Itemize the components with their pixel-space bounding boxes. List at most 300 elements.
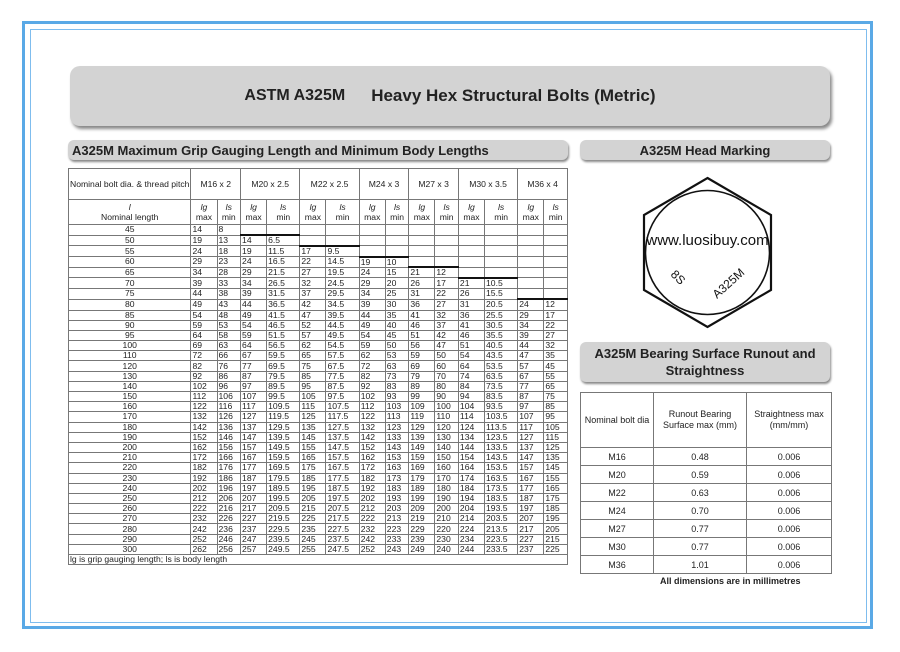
table-cell: 67.5 (326, 361, 359, 371)
table-row (69, 361, 568, 371)
table-cell: 39 (359, 299, 385, 310)
table-cell: 123.5 (485, 432, 518, 442)
table-row (69, 534, 568, 544)
table-cell: 203.5 (485, 514, 518, 524)
nominal-length-header (69, 200, 191, 225)
table-cell: 12 (544, 299, 568, 310)
ls-symbol: ls (339, 202, 346, 212)
table-cell: 27 (544, 330, 568, 340)
table-cell: 14 (241, 235, 267, 246)
ls-limit-label: min (494, 212, 509, 222)
table-cell: 146 (217, 432, 241, 442)
table-cell: 144 (458, 442, 484, 452)
watermark-text: www.luosibuy.com (646, 232, 769, 249)
table-cell: 159 (409, 453, 435, 463)
table-cell: 202 (191, 483, 217, 493)
lg-subheader (241, 200, 267, 225)
nominal-length-label: Nominal length (101, 212, 159, 222)
table-cell: 51.5 (267, 330, 300, 340)
table-cell: 54 (359, 330, 385, 340)
table-cell (544, 278, 568, 289)
table-cell: 12 (435, 267, 459, 278)
table-cell: 59.5 (267, 351, 300, 361)
table-cell (458, 246, 484, 257)
table-cell: 165 (300, 453, 326, 463)
table-cell: 14.5 (326, 257, 359, 268)
table-cell: 79.5 (267, 371, 300, 381)
table-cell: 200 (435, 504, 459, 514)
table-cell (409, 235, 435, 246)
table-cell: 0.006 (747, 484, 832, 502)
table-row (69, 524, 568, 534)
table-cell: 41 (409, 310, 435, 320)
table-cell: 22 (544, 320, 568, 330)
table-cell: 52 (300, 320, 326, 330)
table-cell: 229.5 (267, 524, 300, 534)
table-cell: 193.5 (485, 504, 518, 514)
table-cell: 86 (217, 371, 241, 381)
table-cell: 20.5 (485, 299, 518, 310)
table-cell: 233.5 (485, 544, 518, 554)
table-row (69, 473, 568, 483)
table-cell: 19 (241, 246, 267, 257)
table-cell: 17 (435, 278, 459, 289)
nominal-length-cell: 100 (69, 341, 191, 351)
table-cell: 51 (409, 330, 435, 340)
table-cell (485, 246, 518, 257)
table-cell: 163.5 (485, 473, 518, 483)
table-cell: 222 (191, 504, 217, 514)
nominal-length-cell: 240 (69, 483, 191, 493)
ls-subheader (435, 200, 459, 225)
table-cell (544, 235, 568, 246)
ls-subheader (217, 200, 241, 225)
lg-limit-label: max (245, 212, 262, 222)
table-cell: 232 (359, 524, 385, 534)
runout-col-straightness: Straightness max (mm/mm) (747, 393, 832, 448)
ls-limit-label: min (276, 212, 291, 222)
table-cell: 230 (435, 534, 459, 544)
lg-limit-label: max (304, 212, 322, 222)
table-cell: 35.5 (485, 330, 518, 340)
table-row (69, 320, 568, 330)
table-row (581, 484, 832, 502)
table-cell: 239 (409, 534, 435, 544)
lg-limit-label: max (364, 212, 381, 222)
table-cell: 29 (359, 278, 385, 289)
table-cell: 153.5 (485, 463, 518, 473)
table-cell: 64 (241, 341, 267, 351)
table-cell: 63 (217, 341, 241, 351)
table-cell: 139 (409, 432, 435, 442)
table-cell: 145 (544, 463, 568, 473)
lg-symbol: lg (418, 202, 426, 212)
table-cell: 102 (191, 381, 217, 391)
table-row (69, 392, 568, 402)
table-cell: 6.5 (267, 235, 300, 246)
table-cell: 92 (359, 381, 385, 391)
table-cell: 49 (359, 320, 385, 330)
table-cell: 247 (241, 534, 267, 544)
table-cell: 0.70 (654, 502, 747, 520)
table-cell: 69.5 (267, 361, 300, 371)
table-cell: 179 (409, 473, 435, 483)
table-cell: 227 (241, 514, 267, 524)
table-cell: 244 (458, 544, 484, 554)
ls-symbol: ls (225, 202, 232, 212)
table-cell: 113 (385, 412, 409, 422)
table-cell: 237.5 (326, 534, 359, 544)
table-cell: 43 (217, 299, 241, 310)
nominal-length-cell: 280 (69, 524, 191, 534)
table-cell: 182 (359, 473, 385, 483)
table-cell: 29 (241, 267, 267, 278)
table-cell: 34 (241, 278, 267, 289)
table-cell: 180 (435, 483, 459, 493)
table-cell: 196 (217, 483, 241, 493)
table-cell: 77 (241, 361, 267, 371)
bolt-head-hexagon-icon (640, 175, 775, 330)
table-cell (326, 235, 359, 246)
table-row (69, 412, 568, 422)
nominal-length-cell: 150 (69, 392, 191, 402)
table-cell: 190 (435, 493, 459, 503)
table-cell: 0.59 (654, 466, 747, 484)
table-cell: 117 (241, 402, 267, 412)
table-cell: 173 (385, 473, 409, 483)
table-cell: 133.5 (485, 442, 518, 452)
table-cell: 199 (409, 493, 435, 503)
table-cell: 83 (385, 381, 409, 391)
table-cell (518, 267, 544, 278)
table-row (69, 246, 568, 257)
table-cell: 13 (217, 235, 241, 246)
table-cell: 162 (191, 442, 217, 452)
table-cell: 132 (191, 412, 217, 422)
table-cell: 187 (241, 473, 267, 483)
table-cell: 0.006 (747, 556, 832, 574)
table-cell: 8 (217, 225, 241, 236)
table-cell: 53.5 (485, 361, 518, 371)
title-standard: ASTM A325M (244, 87, 346, 104)
table-cell: 40 (385, 320, 409, 330)
table-cell: 60 (435, 361, 459, 371)
lg-subheader (300, 200, 326, 225)
size-header: M30 x 3.5 (458, 169, 517, 200)
ls-symbol: ls (443, 202, 450, 212)
table-cell: 77 (518, 381, 544, 391)
runout-col-dia: Nominal bolt dia (581, 393, 654, 448)
table-cell: 39.5 (326, 310, 359, 320)
table-cell (241, 225, 267, 236)
table-cell (485, 235, 518, 246)
nominal-length-cell: 270 (69, 514, 191, 524)
table-cell: 99 (409, 392, 435, 402)
table-cell: 207.5 (326, 504, 359, 514)
table-cell: 99.5 (267, 392, 300, 402)
table-cell: 213.5 (485, 524, 518, 534)
table-cell: 89.5 (267, 381, 300, 391)
table-cell: 179.5 (267, 473, 300, 483)
table-row (581, 556, 832, 574)
table-cell: 130 (435, 432, 459, 442)
table-cell: 30.5 (485, 320, 518, 330)
table-row (69, 544, 568, 554)
table-row (69, 341, 568, 351)
table-cell: 46 (458, 330, 484, 340)
table-cell: 177 (241, 463, 267, 473)
table-cell: 46 (409, 320, 435, 330)
nominal-length-cell: 110 (69, 351, 191, 361)
table-cell: 172 (359, 463, 385, 473)
table-cell: 195 (544, 514, 568, 524)
table-cell: 42 (435, 330, 459, 340)
table-cell: 97.5 (326, 392, 359, 402)
table-cell: 167 (241, 453, 267, 463)
size-header: M27 x 3 (409, 169, 459, 200)
table-cell (267, 225, 300, 236)
table-cell: 46.5 (267, 320, 300, 330)
table-cell: 103 (385, 402, 409, 412)
table-cell: 124 (458, 422, 484, 432)
table-cell: 20 (385, 278, 409, 289)
table-cell: 187.5 (326, 483, 359, 493)
table-cell: 103.5 (485, 412, 518, 422)
table-cell: M20 (581, 466, 654, 484)
table-cell: 80 (435, 381, 459, 391)
table-cell: 82 (191, 361, 217, 371)
table-cell: 85 (544, 402, 568, 412)
table-row (581, 520, 832, 538)
table-cell (544, 289, 568, 300)
table-cell: 252 (359, 544, 385, 554)
ls-limit-label: min (439, 212, 454, 222)
table-row (69, 330, 568, 340)
table-row (69, 235, 568, 246)
table-cell: 127.5 (326, 422, 359, 432)
table-cell: 189 (409, 483, 435, 493)
ls-symbol: ls (280, 202, 287, 212)
nominal-length-cell: 90 (69, 320, 191, 330)
table-cell: 226 (217, 514, 241, 524)
size-header: M22 x 2.5 (300, 169, 359, 200)
table-cell: 30 (385, 299, 409, 310)
table-cell: 31 (458, 299, 484, 310)
table-cell: 219 (409, 514, 435, 524)
table-cell (435, 225, 459, 236)
table-cell: 242 (359, 534, 385, 544)
ls-symbol: ls (498, 202, 505, 212)
table-cell: 187 (518, 493, 544, 503)
table-cell: 222 (359, 514, 385, 524)
lg-subheader (458, 200, 484, 225)
table-cell: 109 (409, 402, 435, 412)
table-cell: 24.5 (326, 278, 359, 289)
table-cell: 194 (458, 493, 484, 503)
table-cell: 225 (544, 544, 568, 554)
nominal-length-cell: 220 (69, 463, 191, 473)
table-cell: 117 (518, 422, 544, 432)
table-cell: 83.5 (485, 392, 518, 402)
table-cell: 217 (241, 504, 267, 514)
table-cell: 149 (409, 442, 435, 452)
table-row (69, 299, 568, 310)
table-cell: 212 (359, 504, 385, 514)
table-row (69, 351, 568, 361)
nominal-length-cell: 160 (69, 402, 191, 412)
table-cell: 24 (191, 246, 217, 257)
table-cell: 107.5 (326, 402, 359, 412)
grip-length-table (68, 168, 568, 565)
table-cell: 205 (300, 493, 326, 503)
table-cell: 37 (435, 320, 459, 330)
table-cell: 74 (458, 371, 484, 381)
table-cell: 247.5 (326, 544, 359, 554)
table-cell: 36.5 (267, 299, 300, 310)
table-cell: 256 (217, 544, 241, 554)
table-row (69, 310, 568, 320)
table-cell: 44 (241, 299, 267, 310)
table-cell: 47 (300, 310, 326, 320)
table-cell: 154 (458, 453, 484, 463)
table-cell: 136 (217, 422, 241, 432)
nominal-length-cell: 75 (69, 289, 191, 300)
table-cell: 55 (544, 371, 568, 381)
table-row (581, 466, 832, 484)
table-cell: 97 (241, 381, 267, 391)
page-title (70, 66, 830, 126)
nominal-length-cell: 250 (69, 493, 191, 503)
table-row (69, 442, 568, 452)
table-cell: 19.5 (326, 267, 359, 278)
table-cell: 0.006 (747, 538, 832, 556)
footnote: lg is grip gauging length; ls is body length (69, 555, 568, 565)
table-cell: M30 (581, 538, 654, 556)
table-cell: 225 (300, 514, 326, 524)
lg-limit-label: max (463, 212, 480, 222)
nominal-length-cell: 50 (69, 235, 191, 246)
table-cell: 122 (191, 402, 217, 412)
table-cell: M27 (581, 520, 654, 538)
table-row (69, 225, 568, 236)
table-cell: 41 (458, 320, 484, 330)
table-cell (359, 225, 385, 236)
table-cell: 125 (544, 442, 568, 452)
nominal-length-cell: 70 (69, 278, 191, 289)
lg-symbol: lg (468, 202, 475, 212)
table-cell (359, 235, 385, 246)
table-cell: 137 (518, 442, 544, 452)
table-cell: 21.5 (267, 267, 300, 278)
ls-symbol: ls (552, 202, 559, 212)
table-cell: 252 (191, 534, 217, 544)
table-cell: 0.77 (654, 520, 747, 538)
table-cell: 129.5 (267, 422, 300, 432)
table-cell (485, 225, 518, 236)
table-cell: 26.5 (267, 278, 300, 289)
table-cell: 212 (191, 493, 217, 503)
table-cell: 249 (409, 544, 435, 554)
head-marking-header: A325M Head Marking (580, 140, 830, 160)
table-row (69, 493, 568, 503)
table-row (581, 502, 832, 520)
table-cell: 216 (217, 504, 241, 514)
table-cell: 104 (458, 402, 484, 412)
table-cell: 116 (217, 402, 241, 412)
nominal-length-cell: 60 (69, 257, 191, 268)
table-cell (518, 257, 544, 268)
table-cell: 90 (435, 392, 459, 402)
table-cell: 185 (300, 473, 326, 483)
lg-symbol: lg (200, 202, 208, 212)
table-cell: 192 (191, 473, 217, 483)
table-cell: 0.006 (747, 466, 832, 484)
table-cell: 69 (191, 341, 217, 351)
table-cell: 95 (544, 412, 568, 422)
nominal-length-cell: 190 (69, 432, 191, 442)
table-cell: 16.5 (267, 257, 300, 268)
table-cell: 97 (518, 402, 544, 412)
table-cell: 169.5 (267, 463, 300, 473)
table-cell: 17 (300, 246, 326, 257)
table-cell: 237 (241, 524, 267, 534)
table-cell: 112 (359, 402, 385, 412)
table-cell: 11.5 (267, 246, 300, 257)
table-cell: 35 (385, 310, 409, 320)
table-cell (544, 267, 568, 278)
table-cell: 0.006 (747, 520, 832, 538)
ls-limit-label: min (221, 212, 236, 222)
table-cell: 45 (385, 330, 409, 340)
table-cell: 159.5 (267, 453, 300, 463)
table-cell: 92 (191, 371, 217, 381)
lg-symbol: lg (527, 202, 535, 212)
table-cell: 155 (300, 442, 326, 452)
table-cell (485, 267, 518, 278)
table-cell: 227.5 (326, 524, 359, 534)
table-cell: 19 (359, 257, 385, 268)
table-cell (300, 235, 326, 246)
table-cell: 64 (458, 361, 484, 371)
table-cell: 119 (409, 412, 435, 422)
table-cell: 174 (458, 473, 484, 483)
table-cell: 223.5 (485, 534, 518, 544)
grade-mark-a325m: A325M (709, 265, 748, 302)
table-cell: 147 (518, 453, 544, 463)
table-cell: 25.5 (485, 310, 518, 320)
ls-limit-label: min (335, 212, 350, 222)
table-cell: 123 (385, 422, 409, 432)
lg-subheader (191, 200, 217, 225)
table-cell: 234 (458, 534, 484, 544)
grade-mark-8s: 8S (667, 267, 689, 288)
table-cell: 31 (409, 289, 435, 300)
table-cell (458, 257, 484, 268)
table-cell: 129 (409, 422, 435, 432)
table-cell: 82 (359, 371, 385, 381)
table-cell: 125 (300, 412, 326, 422)
table-cell: 219.5 (267, 514, 300, 524)
table-cell: 26 (458, 289, 484, 300)
table-cell: 31.5 (267, 289, 300, 300)
table-cell: 229 (409, 524, 435, 534)
table-cell: 157 (518, 463, 544, 473)
table-cell: 24 (359, 267, 385, 278)
table-cell: 17 (544, 310, 568, 320)
table-row (69, 483, 568, 493)
table-cell: 49 (191, 299, 217, 310)
table-cell: M16 (581, 448, 654, 466)
